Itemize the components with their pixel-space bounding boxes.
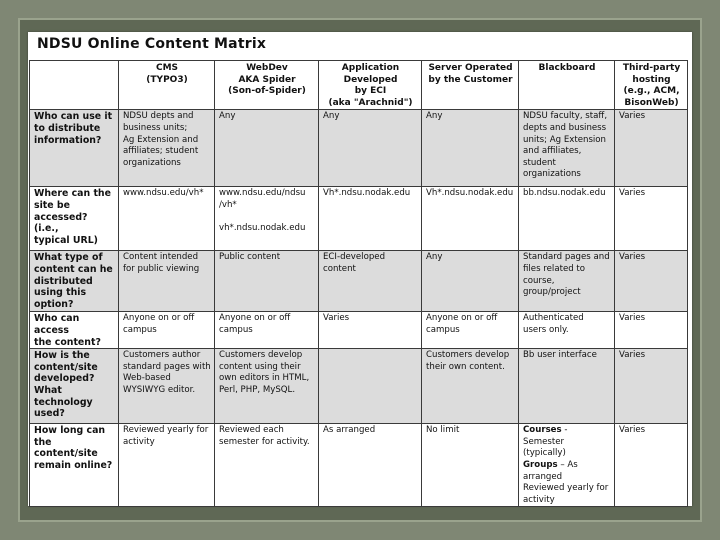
page-title: NDSU Online Content Matrix (37, 36, 267, 52)
table-cell: www.ndsu.edu/ndsu /vh* vh*.ndsu.nodak.edu (215, 187, 319, 251)
table-cell-blackboard-duration (519, 424, 615, 507)
table-row (30, 187, 688, 251)
table-cell: Reviewed each semester for activity. (215, 424, 319, 507)
table-row (30, 424, 688, 507)
row-question: Where can the site be accessed? (i.e., typical URL) (30, 187, 119, 251)
table-cell: Varies (615, 424, 688, 507)
table-row (30, 349, 688, 424)
table-cell: Standard pages and files related to course, group/project (519, 251, 615, 312)
table-cell: No limit (422, 424, 519, 507)
row-question: What type of content can he distributed using this option? (30, 251, 119, 312)
table-cell: Anyone on or off campus (215, 312, 319, 349)
header-cell-customer-server: Server Operated by the Customer (422, 61, 519, 110)
table-row (30, 312, 688, 349)
table-cell: Any (422, 110, 519, 187)
table-cell: Varies (615, 349, 688, 424)
table-cell: Vh*.ndsu.nodak.edu (319, 187, 422, 251)
header-row (30, 61, 688, 110)
row-question: How is the content/site developed? What technology used? (30, 349, 119, 424)
groups-label: Groups (523, 459, 558, 470)
table-cell: Any (319, 110, 422, 187)
header-cell-blank (30, 61, 119, 110)
table-cell: Content intended for public viewing (119, 251, 215, 312)
table-cell: Customers author standard pages with Web-based WYSIWYG editor. (119, 349, 215, 424)
courses-text: - Semester (typically) (523, 425, 568, 459)
row-question: Who can use it to distribute information? (30, 110, 119, 187)
document-page (28, 32, 692, 506)
table-cell: www.ndsu.edu/vh* (119, 187, 215, 251)
header-cell-cms: CMS (TYPO3) (119, 61, 215, 110)
table-cell: Customers develop content using their own editors in HTML, Perl, PHP, MySQL. (215, 349, 319, 424)
row-question: Who can access the content? (30, 312, 119, 349)
table-cell: Any (215, 110, 319, 187)
row-question: How long can the content/site remain online? (30, 424, 119, 507)
table-cell: Varies (615, 251, 688, 312)
table-cell: Varies (319, 312, 422, 349)
table-cell: Any (422, 251, 519, 312)
table-row (30, 251, 688, 312)
table-cell: Public content (215, 251, 319, 312)
table-cell: bb.ndsu.nodak.edu (519, 187, 615, 251)
groups-text: – As arranged Reviewed yearly for activity (523, 459, 609, 505)
table-row (30, 110, 688, 187)
courses-label: Courses (523, 425, 562, 436)
content-matrix-table (29, 60, 688, 507)
table-cell: Anyone on or off campus (422, 312, 519, 349)
table-cell: Anyone on or off campus (119, 312, 215, 349)
table-cell: Reviewed yearly for activity (119, 424, 215, 507)
table-cell: Bb user interface (519, 349, 615, 424)
table-cell: As arranged (319, 424, 422, 507)
header-cell-eci-application: Application Developed by ECI (aka "Arachnid") (319, 61, 422, 110)
header-cell-third-party: Third-party hosting (e.g., ACM, BisonWeb) (615, 61, 688, 110)
table-cell: NDSU faculty, staff, depts and business units; Ag Extension and affiliates, student organizations (519, 110, 615, 187)
header-cell-webdev: WebDev AKA Spider (Son-of-Spider) (215, 61, 319, 110)
table-cell: Vh*.ndsu.nodak.edu (422, 187, 519, 251)
table-cell (319, 349, 422, 424)
header-cell-blackboard: Blackboard (519, 61, 615, 110)
table-cell: Varies (615, 110, 688, 187)
table-cell: Customers develop their own content. (422, 349, 519, 424)
table-cell: ECI-developed content (319, 251, 422, 312)
table-cell: NDSU depts and business units; Ag Extension and affiliates; student organizations (119, 110, 215, 187)
table-cell: Authenticated users only. (519, 312, 615, 349)
table-cell: Varies (615, 187, 688, 251)
table-cell: Varies (615, 312, 688, 349)
